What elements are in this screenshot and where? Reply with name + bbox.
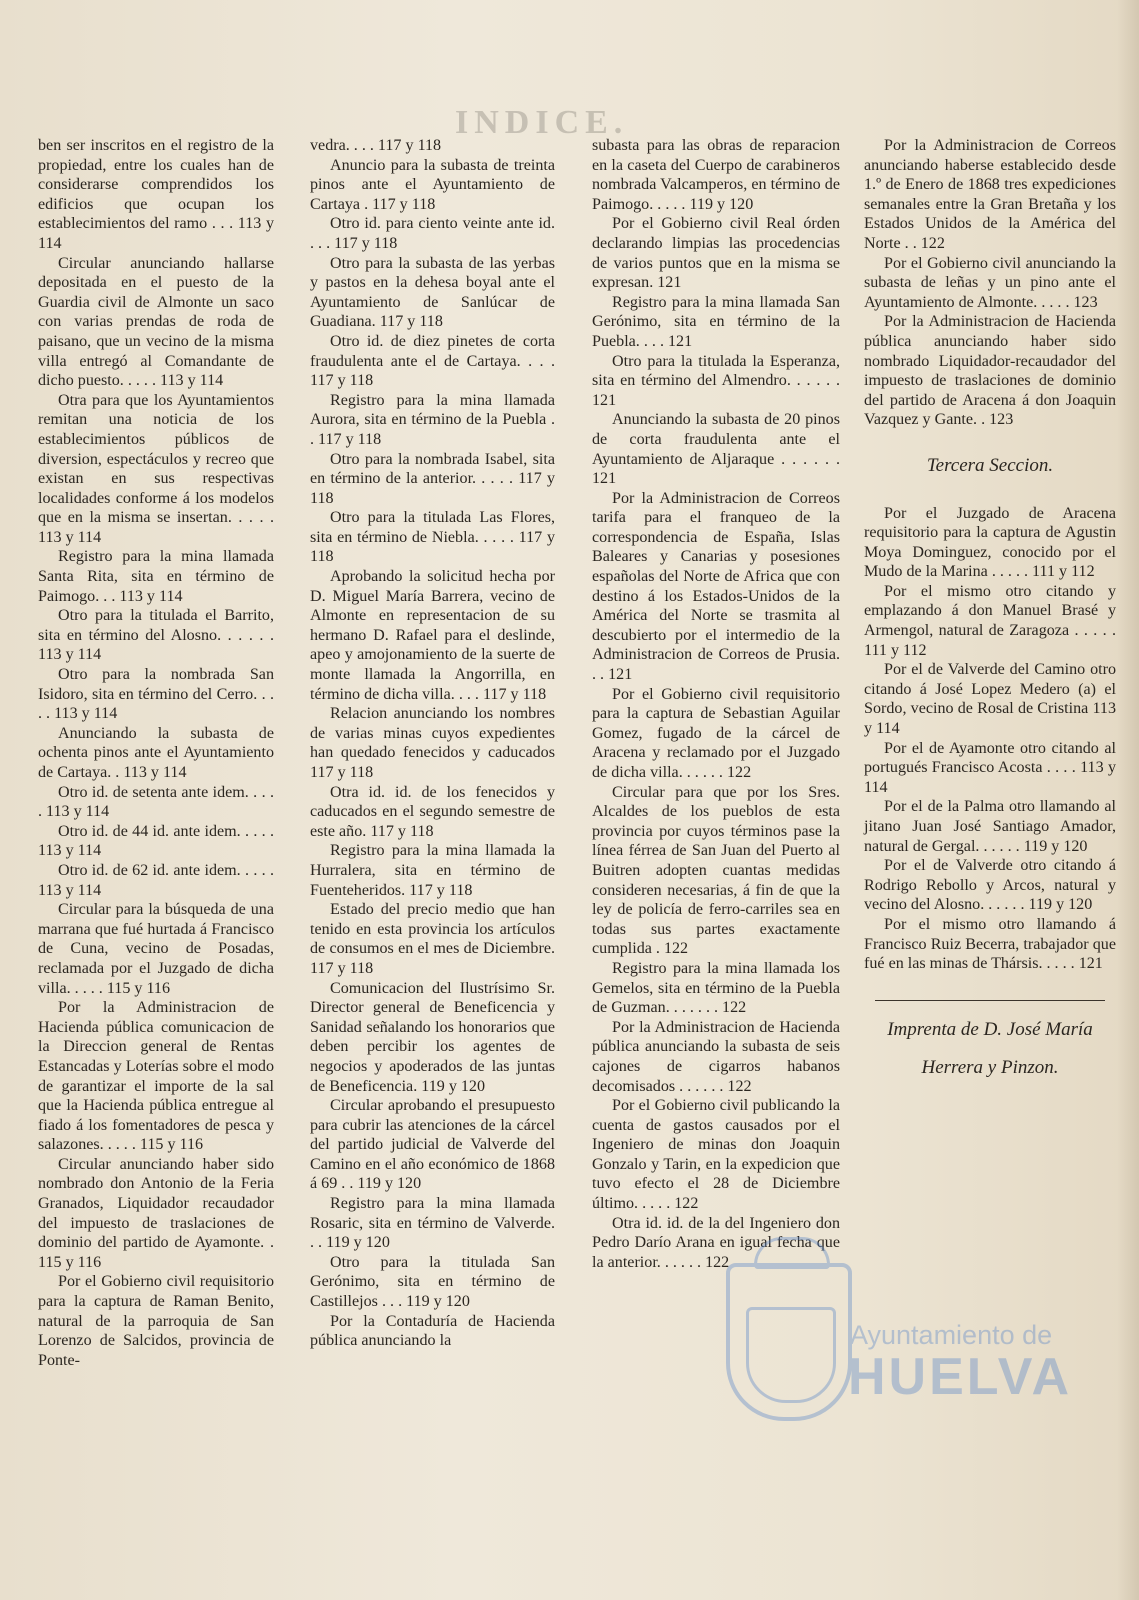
- section-entry: Por el mismo otro citando y emplazando á don Manuel Brasé y Armengol, natural de Zaragoza . . . . . 111 y 112: [864, 582, 1116, 659]
- index-entry: Otro para la titulada San Gerónimo, sita en término de Castillejos . . . 119 y 120: [310, 1253, 555, 1311]
- imprint-line: Imprenta de D. José María: [887, 1018, 1093, 1040]
- section-entry: Por el de Valverde otro citando á Rodrigo Rebollo y Arcos, natural y vecino del Alosno. . . . . . 119 y 120: [864, 857, 1116, 914]
- index-entry: Otro id. de 62 id. ante idem. . . . . 113 y 114: [38, 861, 274, 899]
- index-entry: Por la Contaduría de Hacienda pública anunciando la: [310, 1312, 555, 1350]
- index-entry: Por el Gobierno civil requisitorio para la captura de Sebastian Aguilar Gomez, fugado de la cárcel de Aracena y reclamado por el Juzgado de dicha villa. . . . . . 122: [592, 685, 840, 781]
- index-entry: Anunciando la subasta de ochenta pinos ante el Ayuntamiento de Cartaya. . 113 y 114: [38, 724, 274, 781]
- index-entry: Anuncio para la subasta de treinta pinos ante el Ayuntamiento de Cartaya . 117 y 118: [310, 156, 555, 213]
- watermark-logo: [720, 1255, 1120, 1585]
- index-entry: Otro id. para ciento veinte ante id. . . . 117 y 118: [310, 215, 555, 252]
- index-entry: Otro id. de setenta ante idem. . . . . 113 y 114: [38, 783, 274, 821]
- index-entry: Por la Administracion de Hacienda pública comunicacion de la Direccion general de Rentas Estancadas y Loterías sobre el modo de garantizar el importe de la sal que la Hacienda pública entregue al fiado á los fomentadores de pesca y salazones. . . . . 115 y 116: [38, 999, 274, 1154]
- index-entry: Otro id. de diez pinetes de corta fraudulenta ante el de Cartaya. . . . 117 y 118: [310, 332, 555, 390]
- index-entry: Otra para que los Ayuntamientos remitan una noticia de los establecimientos públicos de diversion, espectáculos y recreo que existan en sus respectivas localidades conforme á los modelos que en la misma se insertan. . . . . 113 y 114: [38, 391, 274, 546]
- index-entry: Por el Gobierno civil Real órden declarando limpias las procedencias de varios puntos que en la misma se expresan. 121: [592, 215, 840, 292]
- watermark-text: Ayuntamiento de: [850, 1320, 1053, 1350]
- section-entry: Por el mismo otro llamando á Francisco Ruiz Becerra, trabajador que fué en las minas de Thársis. . . . . 121: [864, 915, 1116, 973]
- coat-of-arms-icon: [726, 1263, 852, 1421]
- faded-heading: INDICE.: [455, 104, 629, 141]
- page-edge-shadow: [1117, 0, 1139, 1600]
- index-entry: vedra. . . . 117 y 118: [310, 137, 442, 154]
- index-entry: Otro para la nombrada Isabel, sita en término de la anterior. . . . . 117 y 118: [310, 450, 555, 507]
- index-entry: Otro para la subasta de las yerbas y pastos en la dehesa boyal ante el Ayuntamiento de Sanlúcar de Guadiana. 117 y 118: [310, 254, 555, 331]
- section-entry: Por el de la Palma otro llamando al jitano Juan José Santiago Amador, natural de Gergal. . . . . . 119 y 120: [864, 798, 1116, 855]
- index-entry: Registro para la mina llamada los Gemelos, sita en término de la Puebla de Guzman. . . . . . . 122: [592, 959, 840, 1017]
- index-entry: Circular anunciando hallarse depositada en el puesto de la Guardia civil de Almonte un saco con varias prendas de roda de paisano, que un vecino de la misma villa entregó al Comandante de dicho puesto. . . . . 113 y 114: [38, 254, 274, 390]
- index-entry: Por el Gobierno civil anunciando la subasta de leñas y un pino ante el Ayuntamiento de Almonte. . . . . 123: [864, 254, 1116, 311]
- index-entry: Registro para la mina llamada Aurora, sita en término de la Puebla . . 117 y 118: [310, 391, 555, 448]
- index-entry: Anunciando la subasta de 20 pinos de corta fraudulenta ante el Ayuntamiento de Aljaraque . . . . . . 121: [592, 411, 840, 488]
- index-entry: subasta para las obras de reparacion en la caseta del Cuerpo de carabineros nombrada Valcamperos, en término de Paimogo. . . . . 119 y 120: [592, 137, 840, 213]
- index-entry: Por el Gobierno civil publicando la cuenta de gastos causados por el Ingeniero de minas don Joaquin Gonzalo y Tarin, en la expedicion que tuvo efecto el 28 de Diciembre último. . . . . 122: [592, 1097, 840, 1213]
- index-entry: Por la Administracion de Hacienda pública anunciando haber sido nombrado Liquidador-recaudador del impuesto de traslaciones de dominio del partido de Aracena á don Joaquin Vazquez y Gante. . 123: [864, 313, 1116, 429]
- index-entry: Estado del precio medio que han tenido en esta provincia los artículos de consumos en el mes de Diciembre. 117 y 118: [310, 901, 555, 977]
- index-entry: Aprobando la solicitud hecha por D. Miguel María Barrera, vecino de Almonte en representacion de su hermano D. Rafael para el deslinde, apeo y amojonamiento de la suerte de monte llamada la Angorrilla, en término de dicha villa. . . . 117 y 118: [310, 568, 555, 703]
- index-entry: Otro para la titulada Las Flores, sita en término de Niebla. . . . . 117 y 118: [310, 509, 555, 566]
- index-entry: Por la Administracion de Correos tarifa para el franqueo de la correspondencia de España, Islas Baleares y Canarias y posesiones españolas del Norte de Africa que con destino á los Estados-Unidos de la América del Norte se trasmita al descubierto por el intermedio de la Administracion de Correos de Prusia. . . 121: [592, 489, 840, 684]
- index-entry: Registro para la mina llamada la Hurralera, sita en término de Fuenteheridos. 117 y 118: [310, 842, 555, 899]
- index-entry: Otra id. id. de la del Ingeniero don Pedro Darío Arana en igual fecha que la anterior. . . . . . 122: [592, 1214, 840, 1271]
- index-entry: Circular aprobando el presupuesto para cubrir las atenciones de la cárcel del partido judicial de Valverde del Camino en el año económico de 1868 á 69 . . 119 y 120: [310, 1097, 555, 1193]
- watermark-text: HUELVA: [848, 1348, 1073, 1406]
- section-entry: Por el de Valverde del Camino otro citando á José Lopez Medero (a) el Sordo, vecino de Rosal de Cristina 113 y 114: [864, 661, 1116, 738]
- index-entry: Por la Administracion de Correos anunciando haberse establecido desde 1.º de Enero de 1868 tres expediciones semanales entre la Gran Bretaña y los Estados Unidos de la América del Norte . . 122: [864, 137, 1116, 252]
- index-entry: Otro id. de 44 id. ante idem. . . . . 113 y 114: [38, 822, 274, 860]
- section-entry: Por el Juzgado de Aracena requisitorio para la captura de Agustin Moya Dominguez, conocido por el Mudo de la Marina . . . . . 111 y 112: [864, 504, 1116, 581]
- index-entry: Circular para la búsqueda de una marrana que fué hurtada á Francisco de Cuna, vecino de Posadas, reclamada por el Juzgado de dicha villa. . . . . 115 y 116: [38, 901, 274, 997]
- index-entry: Relacion anunciando los nombres de varias minas cuyos expedientes han quedado fenecidos y caducados 117 y 118: [310, 705, 555, 781]
- divider-rule: [875, 1000, 1105, 1001]
- index-entry: ben ser inscritos en el registro de la propiedad, entre los cuales han de considerarse comprendidos los edificios que ocupan los establecimientos del ramo . . . 113 y 114: [38, 137, 274, 252]
- index-entry: Otra id. id. de los fenecidos y caducados en el segundo semestre de este año. 117 y 118: [310, 783, 555, 840]
- index-entry: Otro para la titulada la Esperanza, sita en término del Almendro. . . . . . 121: [592, 352, 840, 409]
- column-1: [38, 136, 274, 1370]
- section-title: Tercera Seccion.: [926, 454, 1054, 476]
- index-entry: Por el Gobierno civil requisitorio para la captura de Raman Benito, natural de la parroquia de San Lorenzo de Salcidos, provincia de Ponte-: [38, 1273, 274, 1369]
- column-3: [592, 136, 840, 1272]
- index-entry: Circular anunciando haber sido nombrado don Antonio de la Feria Granados, Liquidador recaudador del impuesto de traslaciones de dominio del partido de Ayamonte. . 115 y 116: [38, 1155, 274, 1271]
- index-entry: Registro para la mina llamada San Gerónimo, sita en término de la Puebla. . . . 121: [592, 293, 840, 350]
- imprint-line: Herrera y Pinzon.: [921, 1056, 1059, 1078]
- column-2: [310, 136, 555, 1351]
- section-entry: Por el de Ayamonte otro citando al portugués Francisco Acosta . . . . 113 y 114: [864, 739, 1116, 796]
- column-4: [864, 136, 1116, 1087]
- index-entry: Otro para la nombrada San Isidoro, sita en término del Cerro. . . . . 113 y 114: [38, 666, 274, 723]
- imprint: [864, 1011, 1116, 1087]
- index-entry: Circular para que por los Sres. Alcaldes de los pueblos de esta provincia por cuyos términos pase la línea férrea de San Juan del Puerto al Buitren adopten cuantas medidas consideren necesarias, á fin de que la ley de policía de ferro-carriles sea en todas sus partes exactamente cumplida . 122: [592, 783, 840, 958]
- index-entry: Comunicacion del Ilustrísimo Sr. Director general de Beneficencia y Sanidad señalando los honorarios que deben percibir los agentes de negocios y apoderados de las juntas de Beneficencia. 119 y 120: [310, 979, 555, 1095]
- index-entry: Otro para la titulada el Barrito, sita en término del Alosno. . . . . . 113 y 114: [38, 607, 274, 664]
- index-entry: Registro para la mina llamada Rosaric, sita en término de Valverde. . . 119 y 120: [310, 1195, 555, 1252]
- index-entry: Registro para la mina llamada Santa Rita, sita en término de Paimogo. . . 113 y 114: [38, 548, 274, 605]
- index-entry: Por la Administracion de Hacienda pública anunciando la subasta de seis cajones de cigarros habanos decomisados . . . . . . 122: [592, 1018, 840, 1095]
